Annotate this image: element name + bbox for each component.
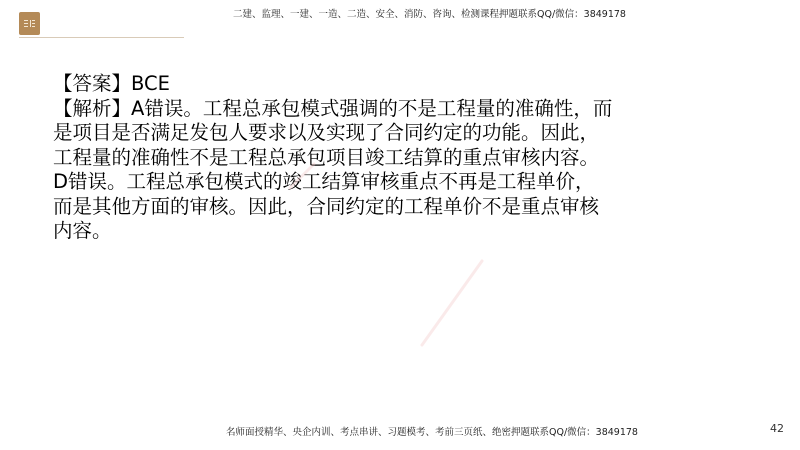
logo-mark-icon [23,19,36,28]
watermark-stroke-lower [418,255,488,350]
footer-promo-line: 名师面授精华、央企内训、考点串讲、习题模考、考前三页纸、绝密押题联系QQ/微信：3849178 [226,427,638,438]
answer-line: 【答案】BCE [53,72,170,95]
header-contact-line: 二建、监理、一建、一造、二造、安全、消防、咨询、检测课程押题联系QQ/微信：3849178 [233,9,626,20]
answer-analysis-block [53,72,613,244]
page-number: 42 [770,422,784,435]
header-divider [19,37,184,38]
analysis-paragraph-a: 【解析】A错误。工程总承包模式强调的不是工程量的准确性，而是项目是否满足发包人要求以及实现了合同约定的功能。因此，工程量的准确性不是工程总承包项目竣工结算的重点审核内容。 [53,96,613,169]
brand-logo [19,12,40,35]
analysis-paragraph-d: D错误。工程总承包模式的竣工结算审核重点不再是工程单价，而是其他方面的审核。因此，合同约定的工程单价不是重点审核内容。 [53,170,600,242]
